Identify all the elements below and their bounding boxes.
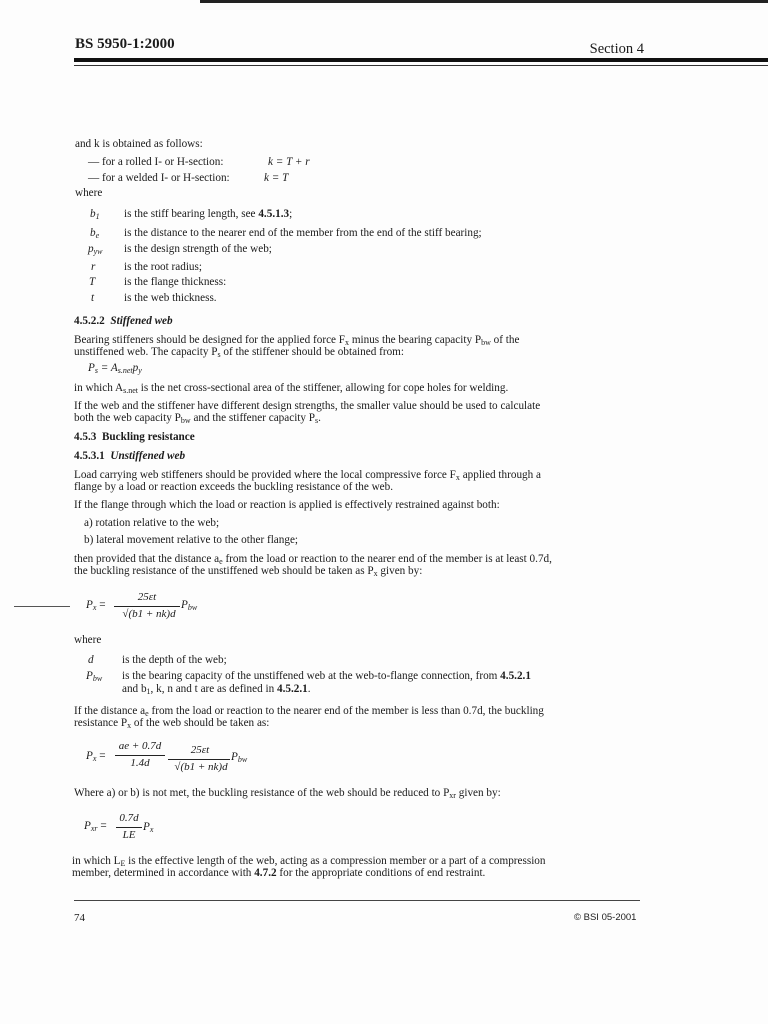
definition-d: is the depth of the web;: [122, 654, 227, 666]
definition-pbw-line1: is the bearing capacity of the unstiffened web at the web-to-flange connection, from 4.5.2.1: [122, 670, 531, 682]
stiffened-para1-line2: unstiffened web. The capacity $P_s$ of the stiffener should be obtained from:: [74, 346, 404, 359]
unstiffened-para3-line1: then provided that the distance $a_e$ from the load or reaction to the nearer end of the member is at least 0.7d,: [74, 553, 552, 566]
header-rule-thick: [74, 58, 768, 62]
symbol-r: r: [91, 261, 96, 273]
where-label: where: [75, 187, 103, 199]
k-obtained-text: and k is obtained as follows:: [75, 138, 203, 150]
definition-r: is the root radius;: [124, 261, 202, 273]
eq2-numerator-2: 25εt: [190, 744, 210, 756]
rolled-section-eq: k = T + r: [268, 156, 310, 168]
eq3-numerator: 0.7d: [119, 812, 139, 824]
heading-4-5-2-2: 4.5.2.2 Stiffened web: [74, 315, 173, 327]
eq1-pbw: $P_{bw}$: [181, 599, 198, 612]
eq1-fraction-bar: [114, 606, 180, 607]
condition-a: a) rotation relative to the web;: [84, 517, 220, 529]
rolled-section-label: — for a rolled I- or H-section:: [88, 156, 224, 168]
unstiffened-para1-line1: Load carrying web stiffeners should be provided where the local compressive force $F_x$ applied through a: [74, 469, 541, 482]
eq1-lhs: $P_x$ =: [86, 599, 106, 612]
condition-b: b) lateral movement relative to the other flange;: [84, 534, 299, 546]
eq3-denominator: LE: [122, 829, 136, 841]
section-label: Section 4: [589, 41, 644, 57]
symbol-b1: $b_1$: [90, 208, 100, 221]
eq2-denominator-2: √(b1 + nk)d: [174, 761, 228, 773]
eq2-fraction-bar-1: [115, 755, 165, 756]
stiffener-capacity-equation: $P_s = A_{s.net}p_y$: [88, 362, 142, 375]
eq3-fraction-bar: [116, 827, 142, 828]
definition-be: is the distance to the nearer end of the member from the end of the stiff bearing;: [124, 227, 482, 239]
where-label-2: where: [74, 634, 102, 646]
definition-pyw: is the design strength of the web;: [124, 243, 272, 255]
symbol-pyw: $p_{yw}$: [88, 243, 103, 256]
definition-t: is the web thickness.: [124, 292, 217, 304]
symbol-t: t: [91, 292, 95, 304]
eq2-pbw: $P_{bw}$: [231, 751, 248, 764]
unstiffened-para4-line1: If the distance $a_e$ from the load or reaction to the nearer end of the member is less than 0.7d, the buckling: [74, 705, 544, 718]
unstiffened-para6-line2: member, determined in accordance with 4.7.2 for the appropriate conditions of end restraint.: [72, 867, 486, 879]
eq3-lhs: $P_{xr}$ =: [84, 820, 107, 833]
eq3-px: $P_x$: [143, 821, 154, 834]
definition-b1: is the stiff bearing length, see 4.5.1.3;: [124, 208, 293, 220]
header-rule-thin: [74, 65, 768, 66]
unstiffened-para3-line2: the buckling resistance of the unstiffened web should be taken as $P_x$ given by:: [74, 565, 423, 578]
scan-edge-line: [200, 0, 768, 3]
definition-pbw-line2: and $b_1$, k, n and t are as defined in 4.5.2.1.: [122, 683, 311, 696]
heading-4-5-3: 4.5.3 Buckling resistance: [74, 431, 195, 443]
unstiffened-para5: Where a) or b) is not met, the buckling resistance of the web should be reduced to $P_{xr}$ given by:: [74, 787, 501, 800]
unstiffened-para2: If the flange through which the load or reaction is applied is effectively restrained against both:: [74, 499, 500, 511]
stiffened-para3-line2: both the web capacity $P_{bw}$ and the stiffener capacity $P_s$.: [74, 412, 321, 425]
standard-number: BS 5950-1:2000: [75, 36, 175, 52]
unstiffened-para4-line2: resistance $P_x$ of the web should be taken as:: [74, 717, 270, 730]
eq1-denominator: √(b1 + nk)d: [122, 608, 176, 620]
symbol-pbw: $P_{bw}$: [86, 670, 103, 683]
unstiffened-para1-line2: flange by a load or reaction exceeds the buckling resistance of the web.: [74, 481, 394, 493]
eq2-fraction-bar-2: [168, 759, 230, 760]
unstiffened-para6-line1: in which $L_E$ is the effective length of the web, acting as a compression member or a part of a compression: [72, 855, 546, 868]
eq2-denominator-1: 1.4d: [130, 757, 150, 769]
margin-mark: [14, 606, 70, 607]
eq1-numerator: 25εt: [137, 591, 157, 603]
heading-4-5-3-1: 4.5.3.1 Unstiffened web: [74, 450, 186, 462]
symbol-T: T: [89, 276, 96, 288]
welded-section-label: — for a welded I- or H-section:: [88, 172, 230, 184]
footer-rule: [74, 900, 640, 901]
page-number: 74: [74, 912, 85, 924]
eq2-numerator-1: ae + 0.7d: [118, 740, 162, 752]
copyright-notice: © BSI 05-2001: [574, 912, 637, 923]
definition-T: is the flange thickness:: [124, 276, 227, 288]
stiffened-para3-line1: If the web and the stiffener have different design strengths, the smaller value should be used to calculate: [74, 400, 541, 412]
eq2-lhs: $P_x$ =: [86, 750, 106, 763]
symbol-be: $b_e$: [90, 227, 100, 240]
stiffened-para2: in which $A_{s.net}$ is the net cross-sectional area of the stiffener, allowing for cope holes for welding.: [74, 382, 509, 395]
stiffened-para1-line1: Bearing stiffeners should be designed for the applied force $F_x$ minus the bearing capacity $P_{bw}$ of the: [74, 334, 520, 347]
welded-section-eq: k = T: [264, 172, 289, 184]
symbol-d: d: [88, 654, 94, 666]
